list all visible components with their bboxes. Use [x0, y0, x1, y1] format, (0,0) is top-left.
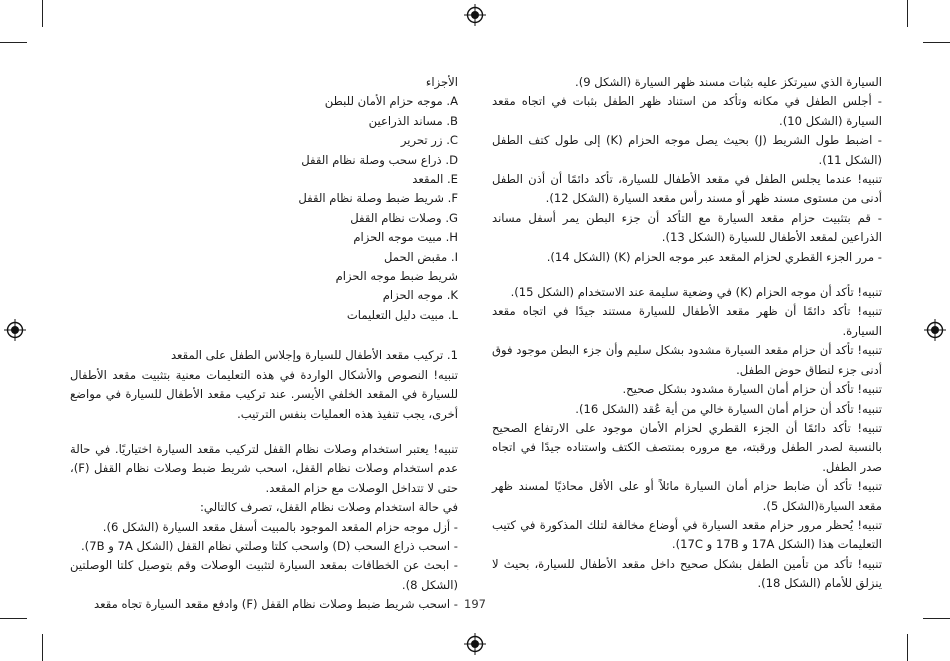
- paragraph: - اضبط طول الشريط (J) بحيث يصل موجه الحزام (K) إلى طول كتف الطفل (الشكل 11).: [492, 133, 882, 167]
- part-item: L. مبيت دليل التعليمات: [346, 307, 458, 322]
- section-title: 1. تركيب مقعد الأطفال للسيارة وإجلاس الطفل على المقعد: [170, 348, 458, 363]
- paragraph: - قم بتثبيت حزام مقعد السيارة مع التأكد أن جزء البطن يمر أسفل مساند الذراعين لمقعد الأطفال للسيارة (الشكل 13).: [492, 210, 882, 245]
- part-item: A. موجه حزام الأمان للبطن: [324, 94, 458, 109]
- part-item: K. موجه الحزام: [382, 288, 458, 303]
- crop-mark-bottom-left-v: [42, 634, 43, 661]
- paragraph: تنبيه! عندما يجلس الطفل في مقعد الأطفال للسيارة، تأكد دائمًا أن أذن الطفل أدنى من مستوى مسند ظهر أو مسند رأس مقعد السيارة (الشكل 12).: [492, 172, 882, 206]
- crop-mark-bottom-left-h: [0, 618, 27, 619]
- paragraph: تنبيه! تأكد دائمًا أن ظهر مقعد الأطفال للسيارة مستند جيدًا في اتجاه مقعد السيارة.: [492, 304, 882, 338]
- parts-list: [70, 73, 458, 325]
- crop-mark-top-left-v: [42, 0, 43, 27]
- paragraph: في حالة استخدام وصلات نظام القفل، تصرف كالتالي:: [200, 500, 458, 515]
- part-item: F. شريط ضبط وصلة نظام القفل: [298, 191, 458, 206]
- crop-mark-bottom-right-h: [923, 618, 950, 619]
- paragraph: تنبيه! تأكد أن حزام أمان السيارة خالي من أية عُقد (الشكل 16).: [575, 401, 882, 416]
- paragraph: تنبيه! تأكد أن موجه الحزام (K) في وضعية سليمة عند الاستخدام (الشكل 15).: [510, 285, 882, 300]
- paragraph: - ابحث عن الخطافات بمقعد السيارة لتثبيت الوصلات وقم بتوصيل كلتا الوصلتين (الشكل 8).: [70, 558, 458, 592]
- paragraph: تنبيه! يُحظر مرور حزام مقعد السيارة في أوضاع مخالفة لتلك المذكورة في كتيب التعليمات هذا (الشكل 17A و 17B و 17C).: [492, 517, 882, 552]
- paragraph: - مرر الجزء القطري لحزام المقعد عبر موجه الحزام (K) (الشكل 14).: [546, 249, 882, 264]
- part-item: H. مبيت موجه الحزام: [353, 230, 458, 245]
- paragraph: تنبيه! تأكد أن ضابط حزام أمان السيارة مائلاً أو على الأقل محاذيًا لمسند ظهر مقعد السيارة(الشكل 5).: [492, 479, 882, 513]
- paragraph: تنبيه! تأكد من تأمين الطفل بشكل صحيح داخل مقعد الأطفال للسيارة، بحيث لا ينزلق للأمام (الشكل 18).: [492, 556, 882, 591]
- part-item: G. وصلات نظام القفل: [350, 210, 458, 225]
- crop-mark-bottom-right-v: [907, 634, 908, 661]
- crop-mark-top-left-h: [0, 42, 27, 43]
- paragraph: السيارة الذي سيرتكز عليه بثبات مسند ظهر السيارة (الشكل 9).: [575, 75, 882, 89]
- parts-heading: الأجزاء: [425, 75, 458, 89]
- left-column: [70, 73, 458, 615]
- paragraph: - أزل موجه حزام المقعد الموجود بالمبيت أسفل مقعد السيارة (الشكل 6).: [102, 519, 458, 534]
- registration-mark-bottom: [464, 633, 486, 655]
- registration-mark-right: [924, 319, 946, 341]
- registration-mark-left: [4, 319, 26, 341]
- paragraph: تنبيه! يعتبر استخدام وصلات نظام القفل لتركيب مقعد السيارة اختياريًا. في حالة عدم استخدام وصلات نظام القفل، اسحب شريط ضبط وصلات نظام القفل (F)، حتى لا تتداخل الوصلات مع حزام المقعد.: [70, 441, 458, 495]
- right-column: [492, 73, 882, 594]
- paragraph: - اسحب ذراع السحب (D) واسحب كلتا وصلتي نظام القفل (الشكل 7A و 7B).: [81, 538, 458, 553]
- part-item: D. ذراع سحب وصلة نظام القفل: [301, 152, 458, 167]
- part-item: E. المقعد: [412, 172, 458, 187]
- crop-mark-top-right-h: [923, 42, 950, 43]
- crop-mark-top-right-v: [907, 0, 908, 27]
- part-item: شريط ضبط موجه الحزام: [335, 269, 458, 284]
- paragraph: تنبيه! تأكد دائمًا أن الجزء القطري لحزام الأمان موجود على الارتفاع الصحيح بالنسبة لصدر الطفل ورقبته، مع مروره بمنتصف الكتف واستناده جيدًا في اتجاه صدر الطفل.: [492, 420, 882, 474]
- part-item: I. مقبض الحمل: [384, 249, 458, 264]
- paragraph: تنبيه! تأكد أن حزام مقعد السيارة مشدود بشكل سليم وأن جزء البطن موجود فوق أدنى جزء لنطاق حوض الطفل.: [492, 343, 882, 377]
- page-number: 197: [464, 597, 486, 611]
- part-item: B. مساند الذراعين: [368, 113, 458, 128]
- paragraph: - أجلس الطفل في مكانه وتأكد من استناد ظهر الطفل بثبات في اتجاه مقعد السيارة (الشكل 10).: [492, 94, 882, 128]
- paragraph: - اسحب شريط ضبط وصلات نظام القفل (F) وادفع مقعد السيارة تجاه مقعد: [94, 597, 458, 612]
- part-item: C. زر تحرير: [400, 133, 458, 148]
- paragraph: تنبيه! النصوص والأشكال الواردة في هذه التعليمات معنية بتثبيت مقعد الأطفال للسيارة في المقعد الخلفي الأيسر. عند تركيب مقعد الأطفال للسيارة في مواضع أخرى، يجب تنفيذ هذه العمليات بنفس الترتيب.: [70, 367, 458, 421]
- paragraph: تنبيه! تأكد أن حزام أمان السيارة مشدود بشكل صحيح.: [622, 382, 882, 397]
- registration-mark-top: [464, 4, 486, 26]
